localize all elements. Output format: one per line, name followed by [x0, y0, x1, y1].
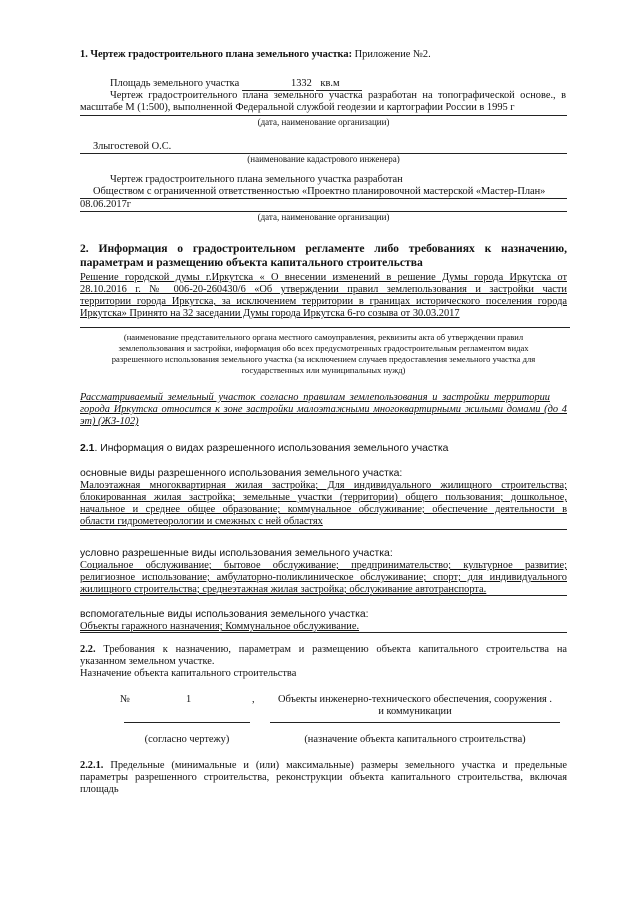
auxiliary-uses-line-1: Объекты гаражного назначения; Коммунальное обслуживание.	[80, 621, 360, 632]
section-2-2-1-number: 2.2.1.	[80, 760, 104, 771]
main-uses-line-2: блокированная жилая застройка; земельные участки (территории) общего пользования; дошкольное,	[80, 492, 567, 503]
section-2-1-heading	[80, 443, 448, 455]
conditional-uses-label: условно разрешенные виды использования земельного участка:	[80, 548, 393, 559]
divider-line	[270, 722, 560, 723]
caption-object-purpose: (назначение объекта капитального строительства)	[304, 734, 526, 745]
caption-org-2: (дата, наименование организации)	[257, 212, 390, 222]
object-purpose-line-2: и коммуникации	[378, 706, 452, 717]
section-1-title: Чертеж градостроительного плана земельного участка:	[90, 49, 353, 60]
area-label: Площадь земельного участка	[110, 78, 240, 89]
caption-authority-line-1: (наименование представительного органа местного самоуправления, реквизиты акта об утверждении правил	[123, 332, 524, 342]
area-value: 1332	[242, 78, 314, 91]
divider-line	[80, 632, 567, 633]
section-2-2-line-1	[80, 644, 567, 656]
main-uses-line-3: начальное и среднее общее образование; коммунальное обслуживание; обеспечение деятельности в	[80, 504, 567, 515]
section-1-heading	[80, 49, 431, 61]
main-uses-line-4: области гидрометеорологии и смежных с ней областях	[80, 516, 323, 527]
section-2-1-title: . Информация о видах разрешенного использования земельного участка	[94, 443, 449, 454]
section-2-2-1-text: Предельные (минимальные и (или) максимальные) размеры земельного участка и предельные	[103, 760, 567, 771]
divider-line	[124, 722, 250, 723]
decision-line-3: территории города Иркутска, за исключением территории в границах исторического поселения города	[80, 296, 567, 307]
developed-by-line-2: Обществом с ограниченной ответственностью «Проектно планировочной мастерской «Мастер-План»	[93, 186, 546, 197]
divider-line	[80, 529, 567, 530]
section-2-2-1-line-2: параметры разрешенного строительства, реконструкции объекта капитального строительства, включая	[80, 772, 567, 783]
section-2-2-number: 2.2.	[80, 644, 96, 655]
section-2-1-number: 2.1	[80, 443, 95, 454]
developed-date: 08.06.2017г	[80, 199, 132, 210]
drawing-basis-line-2: масштабе М (1:500), выполненной Федеральной службой геодезии и картографии России в 1995 г	[80, 102, 515, 113]
decision-line-1: Решение городской думы г.Иркутска « О внесении изменений в решение Думы города Иркутска от	[80, 272, 567, 283]
cadastral-engineer-name: Злыгостевой О.С.	[93, 141, 172, 152]
conditional-uses-line-3: жилищного строительства; среднеэтажная жилая застройка; обслуживание автотранспорта.	[80, 584, 487, 595]
caption-engineer: (наименование кадастрового инженера)	[247, 154, 400, 164]
area-unit: кв.м	[316, 78, 361, 91]
conditional-uses-line-1: Социальное обслуживание; бытовое обслуживание; предпринимательство; культурное развитие;	[80, 560, 567, 571]
auxiliary-uses-label: вспомогательные виды использования земельного участка:	[80, 609, 369, 620]
caption-org-1: (дата, наименование организации)	[257, 117, 390, 127]
section-2-2-text: Требования к назначению, параметрам и размещению объекта капитального строительства на	[95, 644, 567, 655]
caption-authority-line-4: государственных или муниципальных нужд)	[241, 365, 406, 375]
caption-authority-line-2: землепользования и застройки, информация обо всех предусмотренных градостроительным регламентом видах	[118, 343, 529, 353]
main-uses-label: основные виды разрешенного использования земельного участка:	[80, 468, 403, 479]
section-1-number: 1.	[80, 49, 88, 60]
drawing-basis-line-1: Чертеж градостроительного плана земельного участка разработан на топографической основе., в	[110, 90, 566, 101]
zone-line-3: эт) (ЖЗ-102)	[80, 416, 139, 427]
zone-line-1: Рассматриваемый земельный участок согласно правилам землепользования и застройки территории	[80, 392, 550, 403]
caption-per-drawing: (согласно чертежу)	[144, 734, 230, 745]
conditional-uses-line-2: религиозное использование; амбулаторно-поликлиническое обслуживание; спорт; для индивидуального	[80, 572, 567, 583]
divider-line	[80, 595, 567, 596]
object-number-label: №	[120, 694, 130, 705]
main-uses-line-1: Малоэтажная многоквартирная жилая застройка; Для индивидуального жилищного строительства;	[80, 480, 567, 491]
decision-line-4: Иркутска» Принято на 32 заседании Думы города Иркутска 6-го созыва от 30.03.2017	[80, 308, 460, 319]
developed-by-line-1: Чертеж градостроительного плана земельного участка разработан	[110, 174, 403, 185]
section-1-annex: Приложение №2.	[352, 49, 431, 60]
divider-line	[80, 327, 570, 328]
divider-line	[80, 198, 567, 199]
section-2-title-line-2: параметрам и размещению объекта капитального строительства	[80, 256, 423, 269]
section-2-2-line-2: указанном земельном участке.	[80, 656, 215, 667]
zone-line-2: города Иркутска относится к зоне застройки малоэтажными многоквартирными жилыми домами (до 4	[80, 404, 567, 415]
section-2-2-line-3: Назначение объекта капитального строительства	[80, 668, 297, 679]
caption-authority-line-3: разрешенного использования земельного участка (за исключением случаев предоставления земельного участка для	[111, 354, 536, 364]
object-number-value: 1	[186, 694, 192, 705]
decision-line-2: 28.10.2016 г. № 006-20-260430/6 «Об утверждении правил землепользования и застройки части	[80, 284, 567, 295]
section-2-2-1-line-3: площадь	[80, 784, 119, 795]
object-purpose-line-1: Объекты инженерно-технического обеспечения, сооружения .	[277, 694, 552, 705]
section-2-2-1-line-1	[80, 760, 567, 772]
section-2-title-line-1: 2. Информация о градостроительном регламенте либо требованиях к назначению,	[80, 242, 567, 255]
object-comma: ,	[252, 694, 255, 705]
divider-line	[80, 115, 567, 116]
